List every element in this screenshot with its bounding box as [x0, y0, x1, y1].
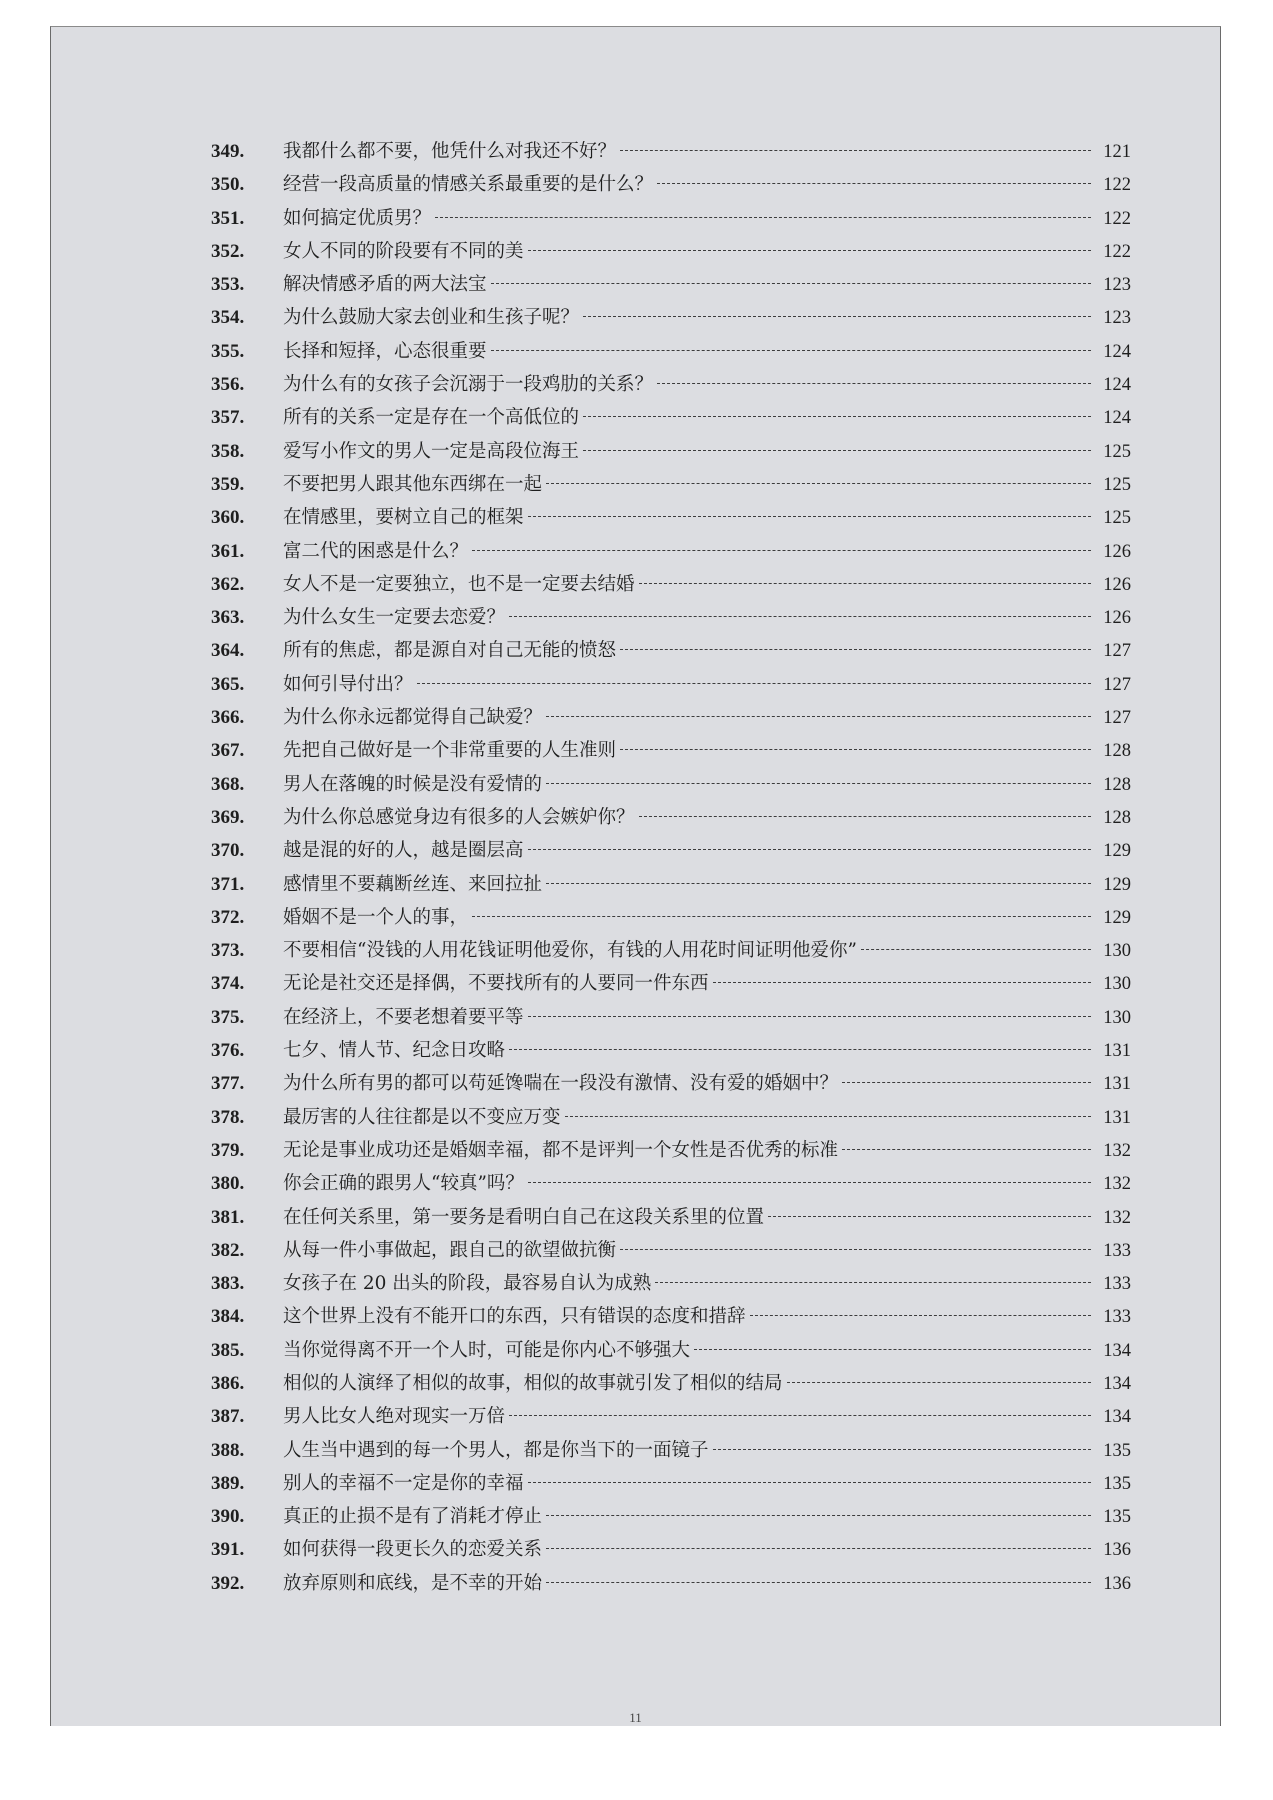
toc-entry-page: 131 — [1103, 1107, 1131, 1128]
toc-entry-page: 135 — [1103, 1507, 1131, 1528]
toc-entry-number: 384. — [211, 1306, 245, 1328]
toc-entry-page: 124 — [1103, 408, 1131, 429]
toc-entry[interactable] — [211, 1203, 1131, 1236]
toc-entry-number: 359. — [211, 473, 245, 495]
toc-dot-leader — [546, 1514, 1091, 1516]
toc-entry[interactable] — [211, 969, 1131, 1002]
document-page — [50, 26, 1221, 1726]
toc-entry-title: 我都什么都不要，他凭什么对我还不好？ — [283, 141, 617, 162]
toc-entry[interactable] — [211, 703, 1131, 736]
toc-entry-number: 371. — [211, 873, 245, 895]
toc-entry[interactable] — [211, 1569, 1131, 1602]
toc-entry-number: 387. — [211, 1406, 245, 1428]
toc-dot-leader — [565, 1115, 1091, 1117]
toc-entry-page: 126 — [1103, 541, 1131, 562]
toc-entry[interactable] — [211, 1269, 1131, 1302]
toc-dot-leader — [842, 1081, 1091, 1083]
toc-entry[interactable] — [211, 370, 1131, 403]
toc-entry-title: 人生当中遇到的每一个男人，都是你当下的一面镜子 — [283, 1439, 709, 1461]
toc-dot-leader — [713, 981, 1091, 983]
toc-entry-number: 373. — [211, 940, 245, 962]
toc-entry-number: 376. — [211, 1040, 245, 1062]
toc-entry[interactable] — [211, 503, 1131, 536]
page-number: 11 — [629, 1710, 642, 1725]
toc-entry-number: 360. — [211, 507, 245, 529]
toc-entry-page: 129 — [1103, 841, 1131, 862]
toc-entry-page: 131 — [1103, 1074, 1131, 1095]
toc-entry-title: 如何搞定优质男？ — [283, 207, 432, 229]
toc-dot-leader — [620, 1248, 1091, 1250]
toc-entry[interactable] — [211, 603, 1131, 636]
toc-dot-leader — [491, 282, 1091, 284]
toc-entry[interactable] — [211, 903, 1131, 936]
toc-dot-leader — [509, 615, 1091, 617]
toc-entry[interactable] — [211, 1469, 1131, 1502]
toc-entry-number: 352. — [211, 240, 245, 262]
toc-dot-leader — [713, 1448, 1091, 1450]
toc-entry-page: 130 — [1103, 1007, 1131, 1028]
toc-entry[interactable] — [211, 337, 1131, 370]
toc-entry[interactable] — [211, 303, 1131, 336]
toc-entry-title: 所有的关系一定是存在一个高低位的 — [283, 407, 580, 429]
toc-dot-leader — [639, 582, 1091, 584]
toc-entry-number: 374. — [211, 973, 245, 995]
toc-entry-number: 350. — [211, 174, 245, 196]
toc-dot-leader — [546, 482, 1091, 484]
toc-dot-leader — [528, 1481, 1091, 1483]
toc-entry[interactable] — [211, 803, 1131, 836]
toc-entry-page: 125 — [1103, 441, 1131, 462]
toc-entry-page: 130 — [1103, 974, 1131, 995]
toc-entry-title: 为什么你总感觉身边有很多的人会嫉妒你？ — [283, 806, 635, 828]
toc-entry-page: 129 — [1103, 907, 1131, 928]
toc-entry-number: 388. — [211, 1439, 245, 1461]
toc-entry-page: 134 — [1103, 1340, 1131, 1361]
toc-entry-number: 357. — [211, 407, 245, 429]
toc-entry-page: 127 — [1103, 641, 1131, 662]
toc-entry-number: 349. — [211, 141, 245, 162]
toc-dot-leader — [787, 1381, 1091, 1383]
toc-entry-page: 125 — [1103, 474, 1131, 495]
toc-entry-title: 先把自己做好是一个非常重要的人生准则 — [283, 740, 617, 762]
table-of-contents — [211, 137, 1131, 1602]
toc-entry-title: 男人比女人绝对现实一万倍 — [283, 1406, 506, 1428]
toc-entry[interactable] — [211, 403, 1131, 436]
toc-entry-title: 女人不同的阶段要有不同的美 — [283, 240, 524, 262]
toc-entry-number: 391. — [211, 1539, 245, 1561]
toc-dot-leader — [528, 1181, 1091, 1183]
toc-entry[interactable] — [211, 270, 1131, 303]
toc-entry-number: 370. — [211, 840, 245, 862]
toc-entry-title: 当你觉得离不开一个人时，可能是你内心不够强大 — [283, 1339, 691, 1361]
toc-entry[interactable] — [211, 1302, 1131, 1335]
toc-dot-leader — [509, 1048, 1091, 1050]
toc-entry-number: 367. — [211, 740, 245, 762]
toc-entry-title: 在任何关系里，第一要务是看明白自己在这段关系里的位置 — [283, 1206, 765, 1228]
toc-entry-number: 361. — [211, 540, 245, 562]
toc-entry-number: 386. — [211, 1372, 245, 1394]
toc-entry-title: 为什么鼓励大家去创业和生孩子呢？ — [283, 307, 580, 329]
toc-dot-leader — [583, 449, 1091, 451]
toc-entry-title: 为什么有的女孩子会沉溺于一段鸡肋的关系？ — [283, 374, 654, 396]
toc-entry-title: 经营一段高质量的情感关系最重要的是什么？ — [283, 174, 654, 196]
toc-dot-leader — [528, 1015, 1091, 1017]
toc-entry[interactable] — [211, 137, 1131, 170]
toc-entry-page: 132 — [1103, 1174, 1131, 1195]
toc-entry-number: 377. — [211, 1073, 245, 1095]
toc-dot-leader — [491, 349, 1091, 351]
toc-entry-title: 在情感里，要树立自己的框架 — [283, 507, 524, 529]
toc-entry[interactable] — [211, 1236, 1131, 1269]
toc-entry-page: 134 — [1103, 1407, 1131, 1428]
toc-entry-title: 所有的焦虑，都是源自对自己无能的愤怒 — [283, 640, 617, 662]
toc-entry-title: 不要相信“没钱的人用花钱证明他爱你，有钱的人用花时间证明他爱你” — [283, 940, 857, 962]
toc-entry-title: 为什么女生一定要去恋爱？ — [283, 607, 506, 629]
toc-dot-leader — [546, 882, 1091, 884]
toc-entry[interactable] — [211, 636, 1131, 669]
toc-dot-leader — [546, 1581, 1091, 1583]
toc-entry-number: 363. — [211, 607, 245, 629]
toc-entry-page: 125 — [1103, 508, 1131, 529]
toc-entry[interactable] — [211, 237, 1131, 270]
toc-entry-number: 362. — [211, 573, 245, 595]
toc-entry-number: 389. — [211, 1472, 245, 1494]
toc-entry-number: 369. — [211, 806, 245, 828]
toc-entry-page: 124 — [1103, 375, 1131, 396]
toc-entry-number: 372. — [211, 906, 245, 928]
toc-entry-page: 129 — [1103, 874, 1131, 895]
toc-entry-title: 为什么你永远都觉得自己缺爱？ — [283, 707, 543, 729]
toc-entry-title: 如何获得一段更长久的恋爱关系 — [283, 1539, 543, 1561]
toc-entry-page: 127 — [1103, 708, 1131, 729]
toc-entry[interactable] — [211, 1136, 1131, 1169]
toc-entry[interactable] — [211, 870, 1131, 903]
toc-entry-number: 390. — [211, 1506, 245, 1528]
toc-entry-title: 真正的止损不是有了消耗才停止 — [283, 1506, 543, 1528]
toc-entry-page: 135 — [1103, 1473, 1131, 1494]
toc-entry-title: 富二代的困惑是什么？ — [283, 540, 469, 562]
toc-entry-title: 解决情感矛盾的两大法宝 — [283, 274, 487, 296]
toc-dot-leader — [620, 648, 1091, 650]
toc-entry-page: 131 — [1103, 1041, 1131, 1062]
toc-dot-leader — [657, 382, 1091, 384]
toc-entry-page: 128 — [1103, 774, 1131, 795]
toc-entry-page: 123 — [1103, 308, 1131, 329]
toc-entry-page: 128 — [1103, 807, 1131, 828]
toc-entry-page: 134 — [1103, 1373, 1131, 1394]
toc-entry-page: 132 — [1103, 1140, 1131, 1161]
toc-entry-title: 放弃原则和底线，是不幸的开始 — [283, 1572, 543, 1594]
toc-entry-number: 368. — [211, 773, 245, 795]
toc-dot-leader — [472, 549, 1091, 551]
toc-entry-title: 最厉害的人往往都是以不变应万变 — [283, 1106, 561, 1128]
toc-entry[interactable] — [211, 204, 1131, 237]
toc-entry-title: 婚姻不是一个人的事， — [283, 906, 469, 928]
toc-entry[interactable] — [211, 1103, 1131, 1136]
toc-entry[interactable] — [211, 836, 1131, 869]
toc-entry[interactable] — [211, 1336, 1131, 1369]
toc-entry-page: 133 — [1103, 1307, 1131, 1328]
toc-entry[interactable] — [211, 170, 1131, 203]
toc-entry-title: 为什么所有男的都可以苟延馋喘在一段没有激情、没有爱的婚姻中？ — [283, 1073, 839, 1095]
toc-entry-page: 133 — [1103, 1274, 1131, 1295]
toc-entry-title: 男人在落魄的时候是没有爱情的 — [283, 773, 543, 795]
toc-entry-number: 375. — [211, 1006, 245, 1028]
toc-entry-number: 353. — [211, 274, 245, 296]
toc-entry-page: 124 — [1103, 341, 1131, 362]
toc-entry-number: 365. — [211, 673, 245, 695]
toc-dot-leader — [620, 748, 1091, 750]
toc-entry[interactable] — [211, 1169, 1131, 1202]
toc-entry-title: 这个世界上没有不能开口的东西，只有错误的态度和措辞 — [283, 1306, 746, 1328]
toc-entry-page: 127 — [1103, 674, 1131, 695]
toc-entry-title: 长择和短择，心态很重要 — [283, 340, 487, 362]
toc-dot-leader — [861, 948, 1091, 950]
toc-entry-page: 122 — [1103, 241, 1131, 262]
toc-entry-page: 136 — [1103, 1540, 1131, 1561]
toc-entry-number: 366. — [211, 707, 245, 729]
toc-dot-leader — [842, 1148, 1091, 1150]
toc-entry[interactable] — [211, 1402, 1131, 1435]
toc-entry-number: 382. — [211, 1239, 245, 1261]
toc-dot-leader — [509, 1414, 1091, 1416]
toc-entry-number: 381. — [211, 1206, 245, 1228]
toc-entry-number: 383. — [211, 1273, 245, 1295]
toc-entry-page: 133 — [1103, 1240, 1131, 1261]
toc-entry-page: 126 — [1103, 608, 1131, 629]
toc-entry-page: 122 — [1103, 175, 1131, 196]
toc-entry-title: 女孩子在 20 出头的阶段，最容易自认为成熟 — [283, 1273, 652, 1295]
toc-entry-number: 392. — [211, 1572, 245, 1594]
toc-entry-number: 355. — [211, 340, 245, 362]
toc-entry-number: 379. — [211, 1139, 245, 1161]
toc-entry-title: 从每一件小事做起，跟自己的欲望做抗衡 — [283, 1239, 617, 1261]
toc-dot-leader — [546, 715, 1091, 717]
toc-entry-page: 122 — [1103, 208, 1131, 229]
toc-entry-title: 你会正确的跟男人“较真”吗？ — [283, 1173, 524, 1195]
toc-dot-leader — [768, 1215, 1091, 1217]
toc-entry[interactable] — [211, 1036, 1131, 1069]
toc-entry-number: 358. — [211, 440, 245, 462]
toc-dot-leader — [528, 249, 1091, 251]
toc-entry-number: 378. — [211, 1106, 245, 1128]
toc-dot-leader — [657, 182, 1091, 184]
toc-dot-leader — [583, 315, 1091, 317]
toc-entry[interactable] — [211, 470, 1131, 503]
toc-entry-page: 126 — [1103, 574, 1131, 595]
toc-entry-page: 135 — [1103, 1440, 1131, 1461]
toc-entry-page: 128 — [1103, 741, 1131, 762]
toc-entry-title: 相似的人演绎了相似的故事，相似的故事就引发了相似的结局 — [283, 1372, 783, 1394]
toc-entry-title: 女人不是一定要独立，也不是一定要去结婚 — [283, 573, 635, 595]
toc-dot-leader — [528, 515, 1091, 517]
toc-entry[interactable] — [211, 437, 1131, 470]
toc-entry-number: 385. — [211, 1339, 245, 1361]
toc-entry[interactable] — [211, 936, 1131, 969]
toc-entry[interactable] — [211, 1069, 1131, 1102]
toc-dot-leader — [417, 682, 1091, 684]
toc-entry-title: 七夕、情人节、纪念日攻略 — [283, 1040, 506, 1062]
toc-dot-leader — [583, 415, 1091, 417]
toc-entry-title: 如何引导付出？ — [283, 673, 413, 695]
toc-entry-title: 感情里不要藕断丝连、来回拉扯 — [283, 873, 543, 895]
toc-entry[interactable] — [211, 1502, 1131, 1535]
toc-dot-leader — [750, 1314, 1091, 1316]
toc-entry-number: 356. — [211, 374, 245, 396]
toc-entry[interactable] — [211, 1369, 1131, 1402]
toc-entry[interactable] — [211, 736, 1131, 769]
toc-entry-title: 越是混的好的人，越是圈层高 — [283, 840, 524, 862]
toc-dot-leader — [435, 216, 1091, 218]
toc-entry[interactable] — [211, 570, 1131, 603]
toc-entry[interactable] — [211, 537, 1131, 570]
toc-dot-leader — [620, 149, 1091, 151]
toc-entry[interactable] — [211, 1003, 1131, 1036]
toc-entry-title: 无论是社交还是择偶，不要找所有的人要同一件东西 — [283, 973, 709, 995]
toc-entry-page: 136 — [1103, 1573, 1131, 1594]
toc-dot-leader — [528, 848, 1091, 850]
toc-entry-page: 130 — [1103, 941, 1131, 962]
toc-entry[interactable] — [211, 1436, 1131, 1469]
toc-dot-leader — [655, 1281, 1091, 1283]
toc-entry-number: 351. — [211, 207, 245, 229]
toc-entry[interactable] — [211, 670, 1131, 703]
toc-entry-page: 123 — [1103, 275, 1131, 296]
toc-entry-number: 364. — [211, 640, 245, 662]
toc-dot-leader — [639, 815, 1091, 817]
toc-entry-number: 354. — [211, 307, 245, 329]
toc-dot-leader — [546, 782, 1091, 784]
toc-entry-title: 在经济上，不要老想着要平等 — [283, 1006, 524, 1028]
toc-entry[interactable] — [211, 770, 1131, 803]
toc-dot-leader — [472, 915, 1091, 917]
toc-entry-page: 121 — [1103, 142, 1131, 162]
toc-entry-page: 132 — [1103, 1207, 1131, 1228]
toc-entry-title: 爱写小作文的男人一定是高段位海王 — [283, 440, 580, 462]
toc-entry-title: 别人的幸福不一定是你的幸福 — [283, 1472, 524, 1494]
toc-entry-title: 无论是事业成功还是婚姻幸福，都不是评判一个女性是否优秀的标准 — [283, 1139, 839, 1161]
toc-dot-leader — [694, 1348, 1091, 1350]
toc-entry-title: 不要把男人跟其他东西绑在一起 — [283, 473, 543, 495]
toc-entry[interactable] — [211, 1535, 1131, 1568]
toc-dot-leader — [546, 1547, 1091, 1549]
toc-entry-number: 380. — [211, 1173, 245, 1195]
